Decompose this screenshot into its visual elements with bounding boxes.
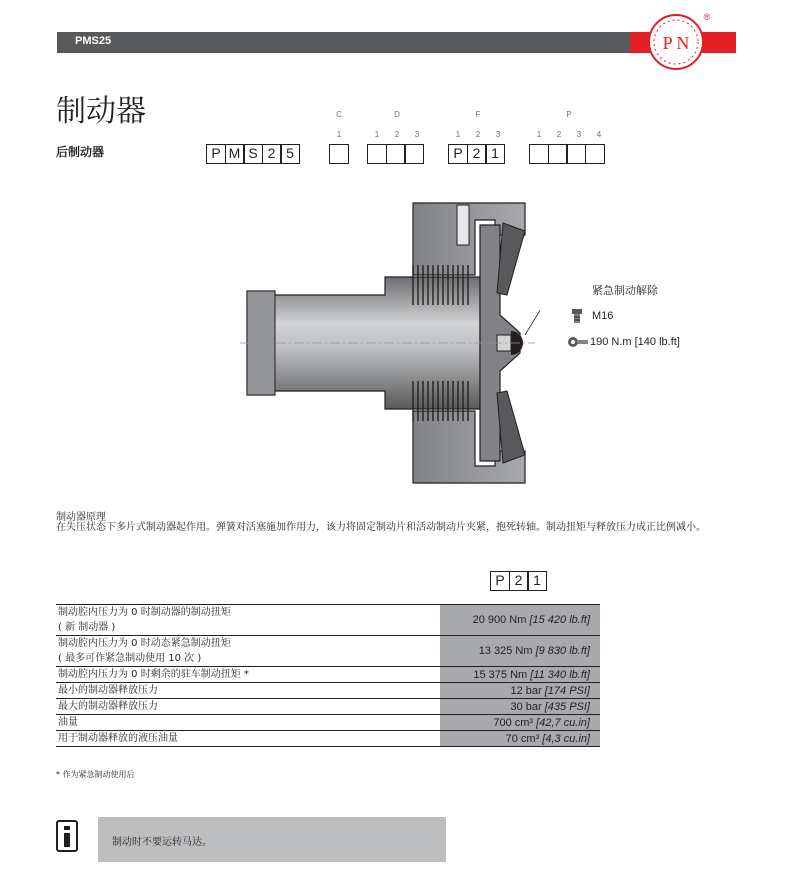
row-label bbox=[56, 683, 440, 699]
model-code-boxes bbox=[206, 144, 299, 164]
code-position: 1 bbox=[374, 130, 380, 139]
pn-logo bbox=[643, 8, 713, 74]
bolt-icon bbox=[570, 309, 584, 323]
code-box: M bbox=[225, 144, 245, 164]
code-letter: C bbox=[336, 110, 342, 119]
row-value-imperial: [15 420 lb.ft] bbox=[529, 614, 590, 626]
principle-title: 制动器原理 bbox=[56, 512, 106, 523]
row-value bbox=[440, 683, 600, 699]
code-boxes bbox=[448, 144, 504, 164]
row-value-metric: 70 cm³ bbox=[505, 732, 540, 745]
code-box: 1 bbox=[527, 571, 547, 591]
code-box bbox=[367, 144, 387, 164]
code-letter: F bbox=[475, 110, 481, 119]
code-boxes bbox=[529, 144, 603, 164]
code-box bbox=[529, 144, 549, 164]
code-box: 5 bbox=[280, 144, 300, 164]
row-value bbox=[440, 715, 600, 731]
code-position: 2 bbox=[475, 130, 481, 139]
row-label-line: 油量 bbox=[58, 717, 78, 728]
row-value-metric: 20 900 Nm bbox=[472, 614, 527, 626]
code-box bbox=[386, 144, 406, 164]
code-position: 2 bbox=[394, 130, 400, 139]
row-value-metric: 700 cm³ bbox=[493, 716, 534, 729]
table-row bbox=[56, 683, 600, 699]
header-bar bbox=[57, 32, 630, 53]
row-label-line: 制动腔内压力为 0 时制动器的制动扭矩 bbox=[58, 607, 231, 618]
brake-cross-section-drawing bbox=[235, 195, 540, 491]
logo-text: P N bbox=[662, 33, 690, 53]
code-position: 2 bbox=[556, 130, 562, 139]
row-value-imperial: [174 PSI] bbox=[544, 684, 590, 697]
row-value-imperial: [4,3 cu.in] bbox=[542, 732, 590, 745]
code-box: 2 bbox=[509, 571, 529, 591]
code-position: 1 bbox=[536, 130, 542, 139]
subtitle: 后制动器 bbox=[56, 145, 105, 159]
row-label-line: 最大的制动器释放压力 bbox=[58, 701, 158, 712]
info-icon bbox=[56, 820, 78, 852]
code-positions bbox=[367, 130, 427, 139]
code-box: P bbox=[206, 144, 226, 164]
row-value bbox=[440, 636, 600, 667]
row-label-line: 制动腔内压力为 0 时动态紧急制动扭矩 bbox=[58, 638, 231, 649]
code-position: 4 bbox=[596, 130, 602, 139]
wrench-icon bbox=[568, 336, 588, 348]
torque-callout bbox=[568, 336, 680, 348]
spec-code-boxes bbox=[490, 571, 546, 591]
code-positions bbox=[448, 130, 508, 139]
code-positions bbox=[329, 130, 349, 139]
row-value-metric: 13 325 Nm bbox=[478, 645, 533, 657]
code-box bbox=[585, 144, 605, 164]
table-row bbox=[56, 715, 600, 731]
code-position: 3 bbox=[414, 130, 420, 139]
code-box bbox=[548, 144, 568, 164]
code-box bbox=[329, 144, 349, 164]
header-title: PMS25 bbox=[75, 35, 112, 47]
row-value-metric: 30 bar bbox=[510, 700, 542, 713]
registered-mark: ® bbox=[703, 12, 711, 22]
table-row bbox=[56, 667, 600, 683]
code-box: P bbox=[448, 144, 468, 164]
row-value bbox=[440, 667, 600, 683]
table-row bbox=[56, 636, 600, 667]
thread-label: M16 bbox=[592, 310, 614, 322]
row-label bbox=[56, 731, 440, 747]
note-box bbox=[98, 817, 446, 862]
row-label bbox=[56, 636, 440, 667]
code-boxes bbox=[367, 144, 423, 164]
row-label-line: 制动腔内压力为 0 时剩余的驻车制动扭矩 * bbox=[58, 669, 249, 680]
row-label bbox=[56, 699, 440, 715]
code-letter: D bbox=[394, 110, 400, 119]
row-label bbox=[56, 715, 440, 731]
row-value bbox=[440, 605, 600, 636]
table-row bbox=[56, 605, 600, 636]
table-row bbox=[56, 699, 600, 715]
row-label-line: 最小的制动器释放压力 bbox=[58, 685, 158, 696]
row-label-line: ( 新 制动器 ) bbox=[58, 622, 116, 633]
code-boxes bbox=[329, 144, 348, 164]
thread-callout bbox=[570, 309, 613, 323]
code-position: 3 bbox=[495, 130, 501, 139]
code-box: 2 bbox=[467, 144, 487, 164]
code-box: S bbox=[243, 144, 263, 164]
note-text: 制动时不要运转马达。 bbox=[112, 837, 212, 848]
row-label-line: 用于制动器释放的液压油量 bbox=[58, 733, 178, 744]
code-box bbox=[404, 144, 424, 164]
torque-label: 190 N.m [140 lb.ft] bbox=[590, 336, 680, 348]
code-letter: P bbox=[566, 110, 572, 119]
table-row bbox=[56, 731, 600, 747]
code-box: P bbox=[490, 571, 510, 591]
row-label bbox=[56, 605, 440, 636]
page-title: 制动器 bbox=[56, 94, 146, 129]
row-label bbox=[56, 667, 440, 683]
code-positions bbox=[529, 130, 609, 139]
footnote: * 作为紧急制动使用后 bbox=[56, 770, 135, 779]
code-position: 3 bbox=[576, 130, 582, 139]
row-label-line: ( 最多可作紧急制动使用 10 次 ) bbox=[58, 653, 202, 664]
row-value-imperial: [9 830 lb.ft] bbox=[535, 645, 590, 657]
row-value bbox=[440, 699, 600, 715]
row-value-imperial: [11 340 lb.ft] bbox=[530, 668, 590, 681]
row-value-metric: 12 bar bbox=[510, 684, 542, 697]
row-value-imperial: [435 PSI] bbox=[544, 700, 590, 713]
row-value-imperial: [42,7 cu.in] bbox=[536, 716, 590, 729]
row-value bbox=[440, 731, 600, 747]
code-box: 1 bbox=[485, 144, 505, 164]
code-box: 2 bbox=[262, 144, 282, 164]
release-label: 紧急制动解除 bbox=[592, 285, 658, 297]
code-position: 1 bbox=[455, 130, 461, 139]
row-value-metric: 15 375 Nm bbox=[473, 668, 528, 681]
code-box bbox=[566, 144, 586, 164]
spec-table bbox=[56, 604, 600, 747]
code-position: 1 bbox=[336, 130, 342, 139]
principle-text: 在失压状态下多片式制动器起作用。弹簧对活塞施加作用力，该力将固定制动片和活动制动片夹紧，抱死转轴。制动扭矩与释放压力成正比例减小。 bbox=[56, 522, 706, 533]
